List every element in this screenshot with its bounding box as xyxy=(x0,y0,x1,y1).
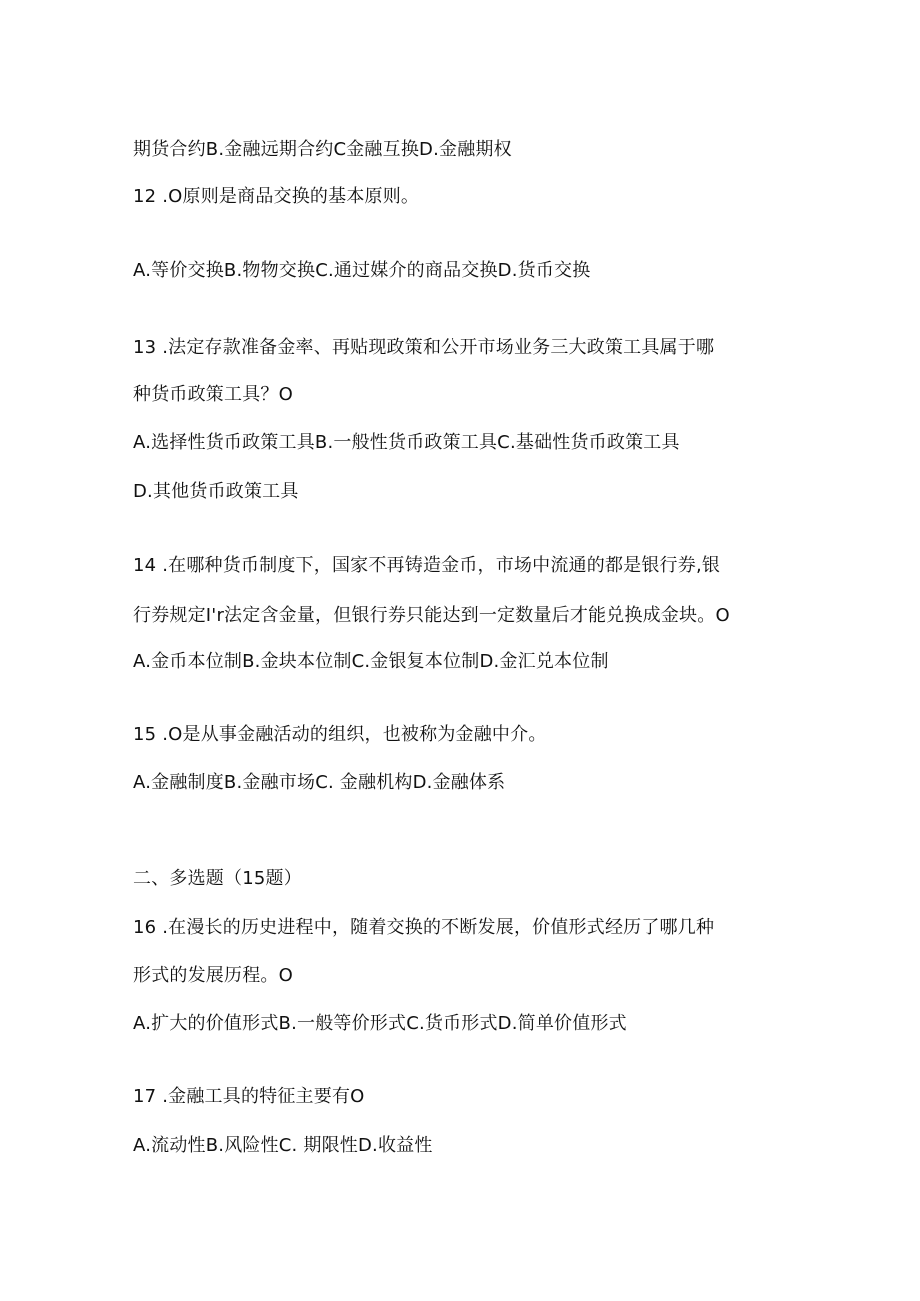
q13-options-line2: D.其他货币政策工具 xyxy=(133,481,299,502)
q13-stem-line2: 种货币政策工具？O xyxy=(133,384,293,405)
q13-options-line1: A.选择性货币政策工具B.一般性货币政策工具C.基础性货币政策工具 xyxy=(133,432,680,453)
q12-stem: 12 .O原则是商品交换的基本原则。 xyxy=(133,186,420,207)
q14-options: A.金币本位制B.金块本位制C.金银复本位制D.金汇兑本位制 xyxy=(133,651,609,672)
q16-options: A.扩大的价值形式B.一般等价形式C.货币形式D.简单价值形式 xyxy=(133,1013,627,1034)
q17-stem: 17 .金融工具的特征主要有O xyxy=(133,1086,365,1107)
q15-options: A.金融制度B.金融市场C. 金融机构D.金融体系 xyxy=(133,772,506,793)
q14-stem-line1: 14 .在哪种货币制度下，国家不再铸造金币，市场中流通的都是银行券,银 xyxy=(133,555,721,576)
q16-stem-line1: 16 .在漫长的历史进程中，随着交换的不断发展，价值形式经历了哪几种 xyxy=(133,917,715,938)
q13-stem-line1: 13 .法定存款准备金率、再贴现政策和公开市场业务三大政策工具属于哪 xyxy=(133,337,715,358)
q17-options: A.流动性B.风险性C. 期限性D.收益性 xyxy=(133,1135,433,1156)
q16-stem-line2: 形式的发展历程。O xyxy=(133,965,293,986)
q11-options-continued: 期货合约B.金融远期合约C金融互换D.金融期权 xyxy=(133,139,512,160)
q15-stem: 15 .O是从事金融活动的组织，也被称为金融中介。 xyxy=(133,724,547,745)
q14-stem-line2: 行券规定I'r法定含金量，但银行券只能达到一定数量后才能兑换成金块。O xyxy=(133,605,730,626)
section-heading-multiple-choice: 二、多选题（15题） xyxy=(133,868,302,889)
q12-options: A.等价交换B.物物交换C.通过媒介的商品交换D.货币交换 xyxy=(133,260,591,281)
